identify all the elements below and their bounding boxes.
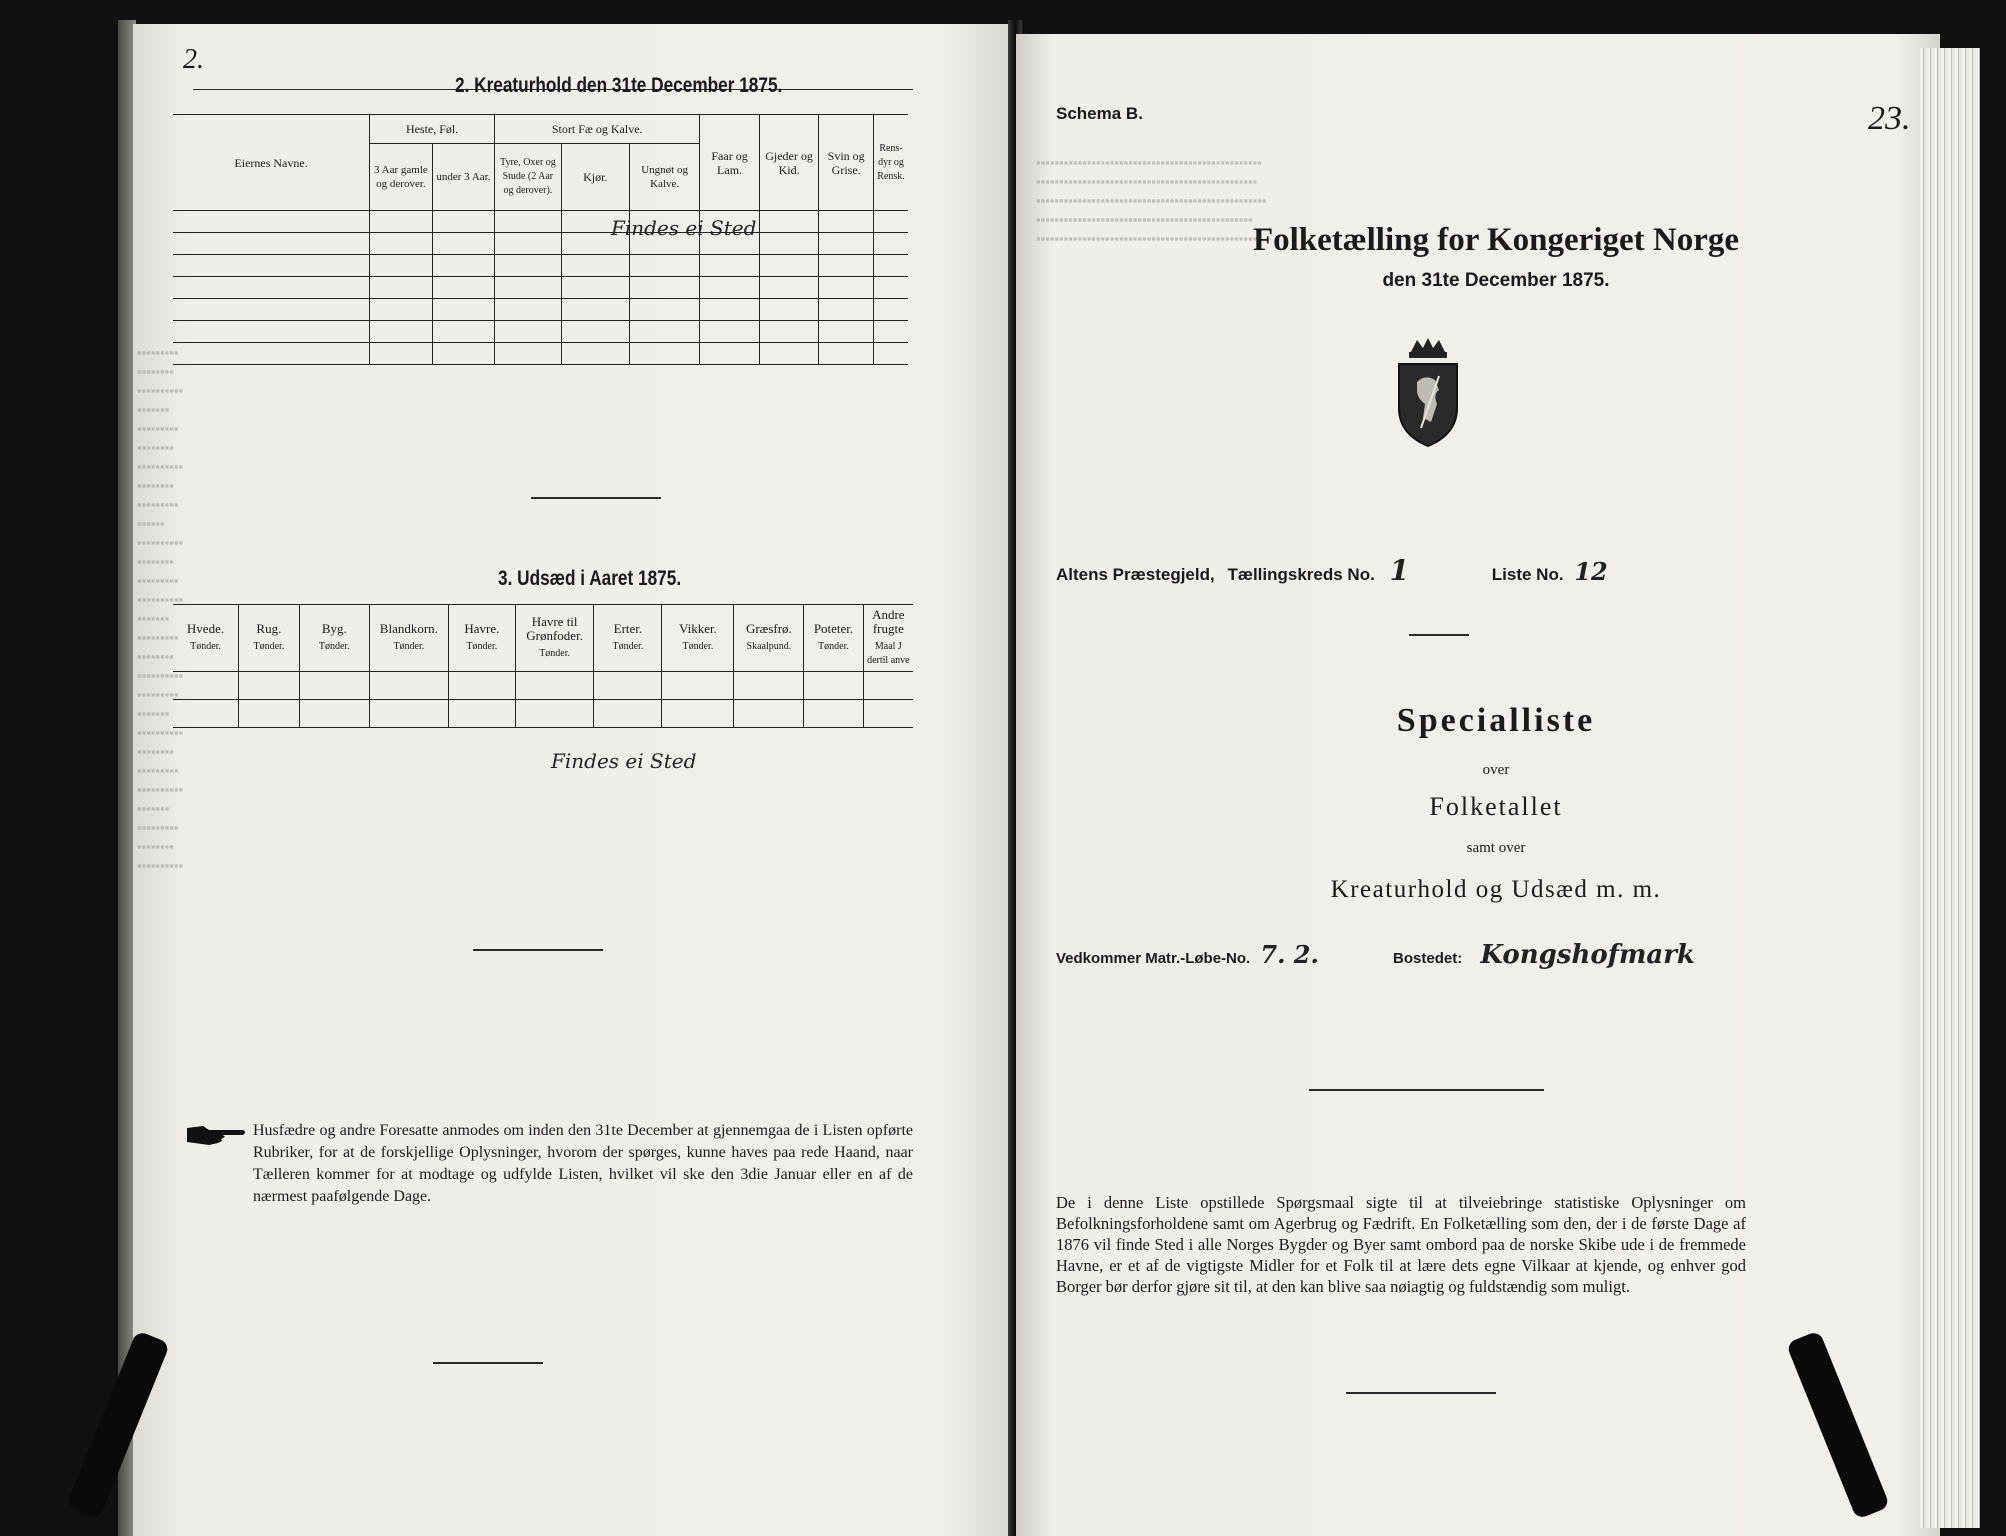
udsaed-column-name: Rug. [256,621,282,636]
col-3aar-gamle: 3 Aar gamle og derover. [370,144,433,211]
census-title: Folketælling for Kongeriget Norge [1252,222,1740,258]
udsaed-column-unit: Tønder. [318,641,350,652]
udsaed-column-header [448,605,515,672]
short-rule [531,497,661,499]
udsaed-column-name: Blandkorn. [379,621,438,636]
left-page [133,24,1013,1536]
udsaed-cell [299,672,369,700]
udsaed-column-header [662,605,734,672]
udsaed-column-name: Poteter. [813,621,854,636]
udsaed-table [173,604,913,728]
udsaed-cell [804,672,863,700]
udsaed-cell [734,700,804,728]
section2-title: 2. Kreaturhold den 31te December 1875. [455,74,783,97]
samt-over-text: samt over [1466,840,1526,856]
udsaed-column-unit: Tønder. [190,641,221,652]
udsaed-column-header [863,605,913,672]
heste-group-header: Heste, Føl. [370,115,495,144]
udsaed-column-header [299,605,369,672]
stacked-page-edges [1920,48,1980,1528]
udsaed-column-name: Havre. [464,621,500,636]
corner-mark: 2. [183,44,204,75]
pointing-hand-icon [185,1122,247,1153]
list-value: 12 [1574,557,1608,586]
udsaed-cell [863,672,913,700]
col-tyre: Tyre, Oxer og Stude (2 Aar og derover). [495,144,562,211]
udsaed-column-unit: Skaalpund. [746,641,792,652]
udsaed-column-unit: Tønder. [682,641,714,652]
district-value: 1 [1389,554,1410,587]
udsaed-cell [662,700,734,728]
norwegian-coat-of-arms-icon [1391,334,1465,457]
udsaed-cell [239,700,300,728]
udsaed-column-name: Erter. [613,621,643,636]
district-label: Tællingskreds No. [1227,565,1375,584]
folketallet-text: Folketallet [1429,792,1563,821]
udsaed-column-unit: Tønder. [253,641,285,652]
udsaed-column-header [173,605,239,672]
over-text-1: over [1482,762,1510,778]
info-paragraph: De i denne Liste opstillede Spørgsmaal sigte til at tilveiebringe statistiske Oplysninger om Befolkningsforholdene samt om Agerbrug og Fædrift. En Folketælling som den, der i de første Dage af 1876 vil finde Sted i alle Norges Bygder og Byer samt ombord paa de norske Skibe ude i de fremmede Havne, er et af de vigtigste Midler for et Folk til at lære dets egne Vilkaar at kjende, og enhver god Borger bør derfor gjøre sit til, at den kan blive saa nøiagtig og fuldstændig som muligt. [1056,1193,1746,1296]
section2-handwritten-entry: Findes ei Sted [611,216,757,240]
udsaed-cell [448,700,515,728]
udsaed-column-unit: Tønder. [466,641,498,652]
section3-handwritten-entry: Findes ei Sted [551,749,697,773]
udsaed-cell [662,672,734,700]
kreaturhold-table [173,114,908,365]
udsaed-column-unit: Tønder. [818,641,849,652]
udsaed-column-name: Havre til Grønfoder. [526,614,583,643]
matr-label: Vedkommer Matr.-Løbe-No. [1056,950,1251,967]
udsaed-cell [173,700,239,728]
udsaed-cell [594,672,662,700]
ren-column-header: Rensdyr og Rensk. [873,115,908,211]
bosted-label: Bostedet: [1393,950,1463,967]
parish-label: Altens Præstegjeld, [1056,565,1215,584]
udsaed-column-name: Andre frugte [872,607,905,636]
kreaturhold-text: Kreaturhold og Udsæd m. m. [1330,876,1662,903]
mid-rule [473,949,603,951]
udsaed-cell [369,672,448,700]
bottom-rule [433,1362,543,1364]
specialliste-heading: Specialliste [1396,702,1596,739]
udsaed-column-name: Hvede. [186,621,225,636]
udsaed-column-unit: Tønder. [539,648,571,659]
stort-group-header: Stort Fæ og Kalve. [495,115,700,144]
udsaed-column-header [369,605,448,672]
parish-line [1056,554,1608,587]
udsaed-cell [863,700,913,728]
udsaed-cell [515,672,594,700]
udsaed-cell [299,700,369,728]
list-label: Liste No. [1491,565,1564,584]
page-number: 23. [1868,100,1911,137]
bleed-through-text: ▪▪▪▪▪▪▪▪▪ ▪▪▪▪▪▪▪▪ ▪▪▪▪▪▪▪▪▪▪ ▪▪▪▪▪▪▪ ▪▪▪▪▪▪▪▪▪ ▪▪▪▪▪▪▪▪ ▪▪▪▪▪▪▪▪▪▪ ▪▪▪▪▪▪▪▪ ▪▪▪▪▪▪▪▪▪ ▪▪▪▪▪▪ ▪▪▪▪▪▪▪▪▪▪ ▪▪▪▪▪▪▪▪ ▪▪▪▪▪▪▪▪▪ ▪▪▪▪▪▪▪▪▪▪ ▪▪▪▪▪▪▪ ▪▪▪▪▪▪▪▪▪ ▪▪▪▪▪▪▪▪ ▪▪▪▪▪▪▪▪▪▪ ▪▪▪▪▪▪▪▪▪ ▪▪▪▪▪▪▪ ▪▪▪▪▪▪▪▪▪▪ ▪▪▪▪▪▪▪▪ ▪▪▪▪▪▪▪▪▪ ▪▪▪▪▪▪▪▪▪▪ ▪▪▪▪▪▪▪ ▪▪▪▪▪▪▪▪▪ ▪▪▪▪▪▪▪▪ ▪▪▪▪▪▪▪▪▪▪ [137,345,184,873]
udsaed-column-unit: Tønder. [612,641,644,652]
udsaed-cell [239,672,300,700]
udsaed-column-name: Græsfrø. [745,621,792,636]
bleed-through-text: ▪▪▪▪▪▪▪▪▪▪▪▪▪▪▪▪▪▪▪▪▪▪▪▪▪▪▪▪▪▪▪▪▪▪▪▪▪▪▪▪▪▪▪▪▪▪▪▪▪ ▪▪▪▪▪▪▪▪▪▪▪▪▪▪▪▪▪▪▪▪▪▪▪▪▪▪▪▪▪▪▪▪▪▪▪▪▪▪▪▪▪▪▪▪▪▪▪▪ ▪▪▪▪▪▪▪▪▪▪▪▪▪▪▪▪▪▪▪▪▪▪▪▪▪▪▪▪▪▪▪▪▪▪▪▪▪▪▪▪▪▪▪▪▪▪▪▪▪▪ ▪▪▪▪▪▪▪▪▪▪▪▪▪▪▪▪▪▪▪▪▪▪▪▪▪▪▪▪▪▪▪▪▪▪▪▪▪▪▪▪▪▪▪▪▪▪▪ ▪▪▪▪▪▪▪▪▪▪▪▪▪▪▪▪▪▪▪▪▪▪▪▪▪▪▪▪▪▪▪▪▪▪▪▪▪▪▪▪▪▪▪▪▪▪▪▪▪ [1036,155,1267,246]
right-rule-3 [1346,1392,1496,1394]
udsaed-cell [173,672,239,700]
right-rule-2 [1309,1089,1544,1091]
udsaed-column-header [734,605,804,672]
col-under-3: under 3 Aar. [432,144,494,211]
census-date: den 31te December 1875. [1382,270,1610,291]
col-ungnot: Ungnøt og Kalve. [629,144,699,211]
bosted-value: Kongshofmark [1480,940,1695,970]
udsaed-cell [804,700,863,728]
faar-column-header: Faar og Lam. [700,115,759,211]
right-page [1016,34,1940,1536]
udsaed-cell [594,700,662,728]
matr-line [1056,940,1695,970]
col-kjor: Kjør. [561,144,629,211]
udsaed-column-header [515,605,594,672]
udsaed-cell [734,672,804,700]
gjeder-column-header: Gjeder og Kid. [759,115,819,211]
matr-value: 7. 2. [1260,940,1319,969]
udsaed-column-unit: Tønder. [393,641,425,652]
udsaed-column-header [804,605,863,672]
section3-title: 3. Udsæd i Aaret 1875. [498,567,682,590]
owner-column-header: Eiernes Navne. [173,115,370,211]
udsaed-cell [369,700,448,728]
udsaed-column-unit: Maal J dertil anve [867,641,910,666]
notice-paragraph: Husfædre og andre Foresatte anmodes om inden den 31te December at gjennemgaa de i Listen opførte Rubriker, for at de forskjellige Oplysninger, hvorom der spørges, kunne haves paa rede Haand, naar Tælleren kommer for at modtage og udfylde Listen, hvilket vil ske den 3die Januar eller en af de nærmest paafølgende Dage. [253,1122,913,1205]
udsaed-column-name: Byg. [321,621,347,636]
udsaed-column-name: Vikker. [678,621,717,636]
udsaed-cell [515,700,594,728]
udsaed-column-header [594,605,662,672]
right-rule-1 [1409,634,1469,636]
schema-label: Schema B. [1056,104,1143,123]
udsaed-column-header [239,605,300,672]
udsaed-cell [448,672,515,700]
svin-column-header: Svin og Grise. [819,115,874,211]
